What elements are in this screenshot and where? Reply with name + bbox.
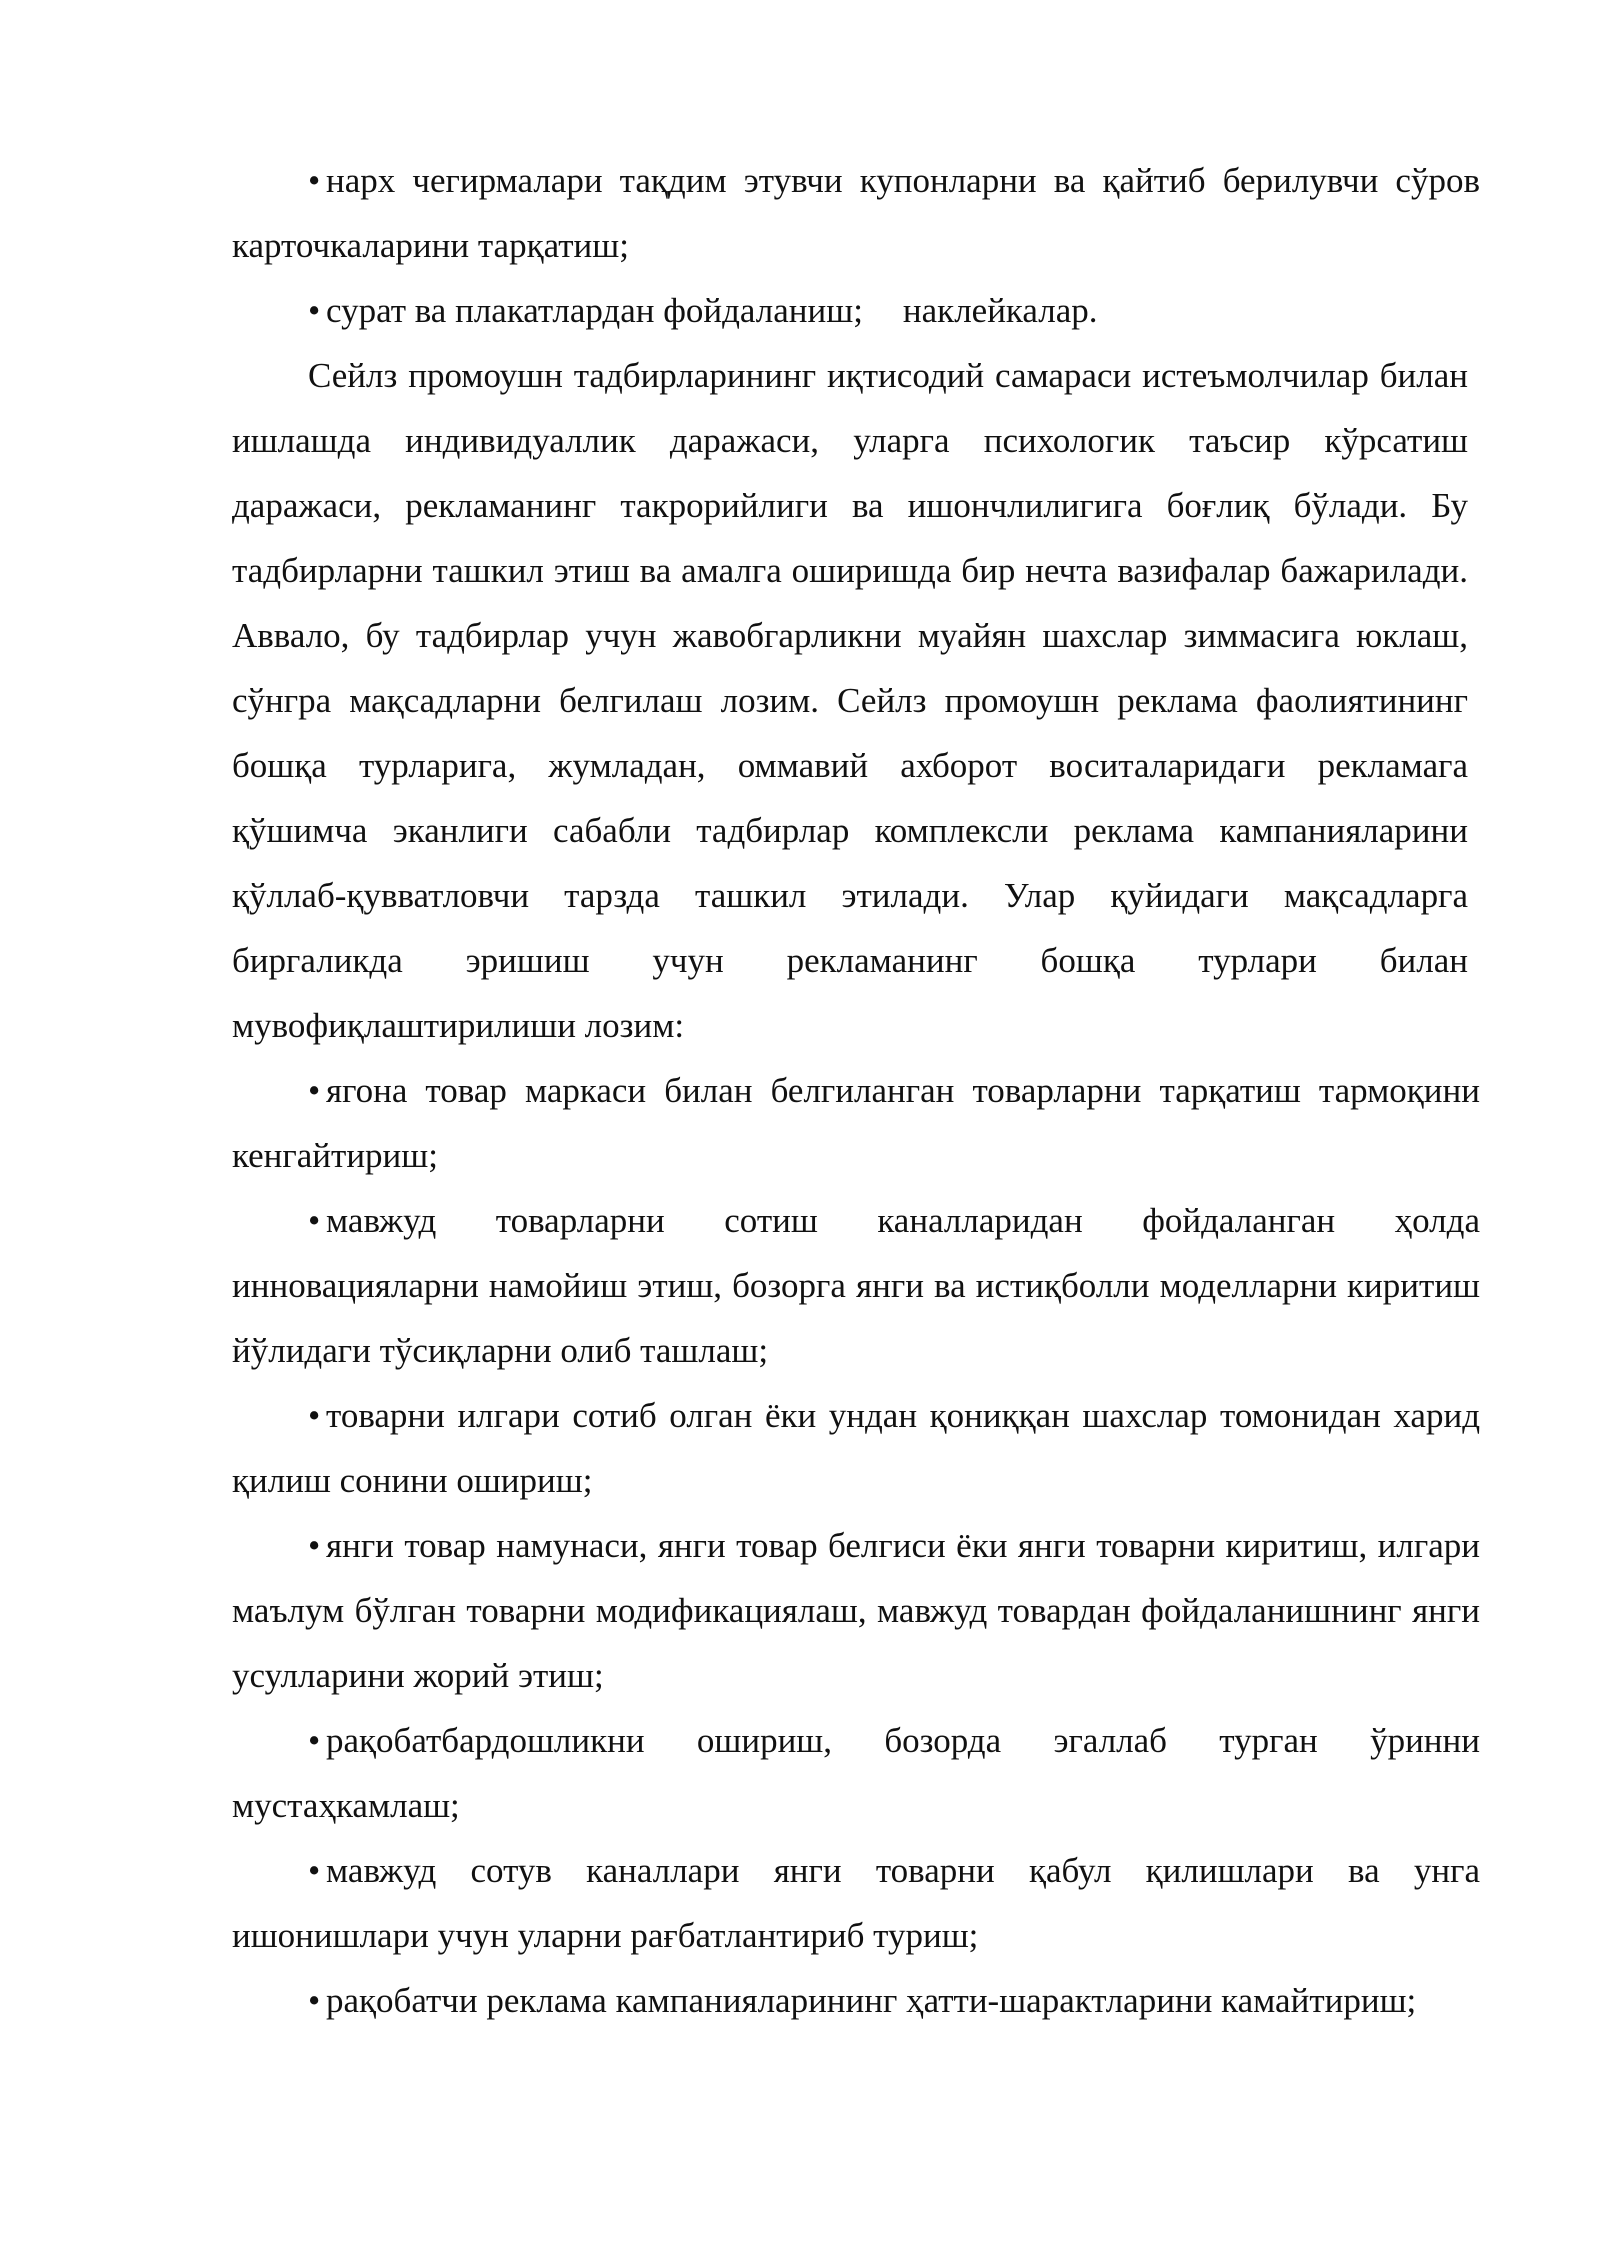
bullet-icon: • xyxy=(308,161,321,200)
bullet-item xyxy=(232,148,1480,278)
bullet-icon: • xyxy=(308,1981,321,2020)
bullet-text: ягона товар маркаси билан белгиланган товарларни тарқатиш тармоқини кенгайтириш; xyxy=(232,1071,1480,1175)
bullet-text: мавжуд товарларни сотиш каналларидан фойдаланган ҳолда инновацияларни намойиш этиш, бозорга янги ва истиқболли моделларни киритиш йўлидаги тўсиқларни олиб ташлаш; xyxy=(232,1201,1480,1370)
bullet-item xyxy=(232,1968,1480,2033)
bullet-item xyxy=(232,1383,1480,1513)
bullet-icon: • xyxy=(308,1721,321,1760)
bullet-text: рақобатбардошликни ошириш, бозорда эгаллаб турган ўринни мустаҳкамлаш; xyxy=(232,1721,1480,1825)
bullet-icon: • xyxy=(308,1851,321,1890)
bullet-text: мавжуд сотув каналлари янги товарни қабул қилишлари ва унга ишонишлари учун уларни рағбатлантириб туриш; xyxy=(232,1851,1480,1955)
body-paragraph xyxy=(232,343,1480,1058)
bullet-item xyxy=(232,278,1480,343)
document-page xyxy=(232,148,1480,2033)
bullet-icon: • xyxy=(308,1526,321,1565)
bullet-text-continued: наклейкалар. xyxy=(902,291,1098,330)
bullet-item xyxy=(232,1188,1480,1383)
paragraph-text: Сейлз промоушн тадбирларининг иқтисодий самараси истеъмолчилар билан ишлашда индивидуаллик даражаси, уларга психологик таъсир кўрсатиш даражаси, рекламанинг такрорийлиги ва ишончлилигига боғлиқ бўлади. Бу тадбирларни ташкил этиш ва амалга оширишда бир нечта вазифалар бажарилади. Аввало, бу тадбирлар учун жавобгарликни муайян шахслар зиммасига юклаш, сўнгра мақсадларни белгилаш лозим. Сейлз промоушн реклама фаолиятининг бошқа турларига, жумладан, оммавий ахборот воситаларидаги рекламага қўшимча эканлиги сабабли тадбирлар комплексли реклама кампанияларини қўллаб-қувватловчи тарзда ташкил этилади. Улар қуйидаги мақсадларга биргаликда эришиш учун рекламанинг бошқа турлари билан мувофиқлаштирилиши лозим: xyxy=(232,356,1468,1045)
bullet-item xyxy=(232,1838,1480,1968)
bullet-text: товарни илгари сотиб олган ёки ундан қониққан шахслар томонидан харид қилиш сонини ошириш; xyxy=(232,1396,1480,1500)
bullet-icon: • xyxy=(308,1396,321,1435)
bullet-item xyxy=(232,1708,1480,1838)
bullet-icon: • xyxy=(308,1071,321,1110)
bullet-text: янги товар намунаси, янги товар белгиси ёки янги товарни киритиш, илгари маълум бўлган товарни модификациялаш, мавжуд товардан фойдаланишнинг янги усулларини жорий этиш; xyxy=(232,1526,1480,1695)
bullet-text: сурат ва плакатлардан фойдаланиш; xyxy=(326,291,863,330)
bullet-text: рақобатчи реклама кампанияларининг ҳатти-шарактларини камайтириш; xyxy=(326,1981,1417,2020)
bullet-item xyxy=(232,1058,1480,1188)
bullet-icon: • xyxy=(308,1201,321,1240)
bullet-text: нарх чегирмалари тақдим этувчи купонларни ва қайтиб берилувчи сўров карточкаларини тарқатиш; xyxy=(232,161,1480,265)
bullet-item xyxy=(232,1513,1480,1708)
bullet-icon: • xyxy=(308,291,321,330)
